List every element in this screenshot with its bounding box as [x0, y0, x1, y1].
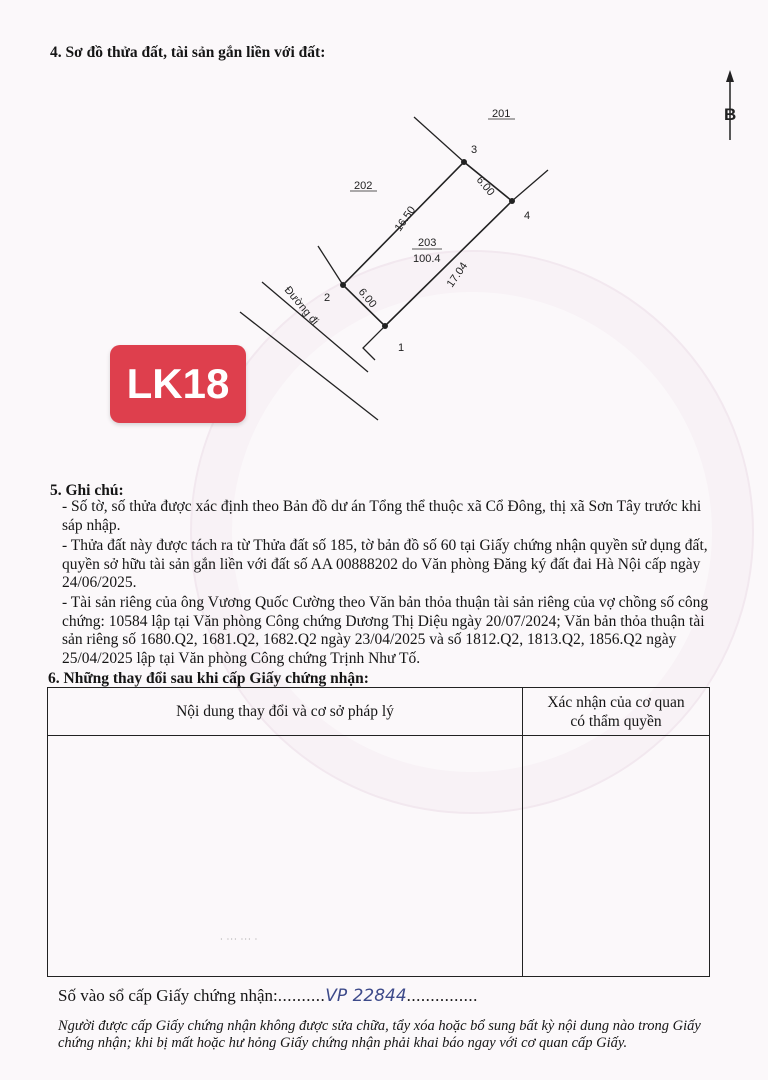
north-label: B	[724, 105, 737, 124]
authority-column-header: Xác nhận của cơ quan có thẩm quyền	[523, 688, 709, 736]
section-6-title: 6. Những thay đổi sau khi cấp Giấy chứng nhận:	[48, 670, 369, 687]
boundary-201-ext	[414, 117, 464, 162]
point-1-label: 1	[398, 342, 405, 354]
vertex-2	[340, 282, 346, 288]
faint-mark: · ··· ··· ·	[220, 935, 259, 944]
parcel-201-label: 201	[492, 108, 511, 120]
vertex-3	[461, 159, 467, 165]
vertex-1	[382, 323, 388, 329]
dimension-6-00-bottom: 6.00	[355, 286, 379, 311]
point-2-label: 2	[324, 292, 331, 304]
road-label: Đường đi	[281, 284, 321, 328]
dimension-17-04: 17.04	[444, 260, 471, 290]
boundary-202-ext	[318, 246, 343, 285]
road-edge-upper	[262, 282, 368, 372]
section-4-title: 4. Sơ đồ thửa đất, tài sản gắn liền với đất:	[50, 44, 326, 61]
certificate-entry-line	[58, 986, 478, 1006]
certificate-entry-label: Số vào sổ cấp Giấy chứng nhận:	[58, 986, 278, 1005]
boundary-1-ext	[363, 326, 385, 360]
note-item: - Số tờ, số thửa được xác định theo Bản đồ dư án Tổng thể thuộc xã Cổ Đông, thị xã Sơn Tây trước khi sáp nhập.	[62, 498, 702, 534]
vertex-4	[509, 198, 515, 204]
parcel-202-label: 202	[354, 180, 373, 192]
changes-table	[47, 687, 710, 977]
note-item: - Tài sản riêng của ông Vương Quốc Cường theo Văn bản thỏa thuận tài sản riêng của vợ chồng số công chứng: 10584 lập tại Văn phòng Công chứng Dương Thị Diệu ngày 20/07/2024; Văn bản thỏa thuận tài sản riêng số 1680.Q2, 1681.Q2, 1682.Q2 ngày 23/04/2025 và số 1812.Q2, 1813.Q2, 1856.Q2 ngày 25/04/2025 lập tại Văn phòng Công chứng Trịnh Như Tố.	[62, 594, 709, 667]
changes-column	[48, 688, 523, 976]
section-5-title: 5. Ghi chú:	[50, 482, 124, 499]
road-edge-lower	[240, 312, 378, 420]
certificate-entry-value: VP 22844	[325, 986, 407, 1006]
point-4-label: 4	[524, 210, 531, 222]
authority-column	[523, 688, 709, 976]
parcel-area-label: 100.4	[413, 253, 441, 265]
changes-column-header: Nội dung thay đổi và cơ sở pháp lý	[48, 688, 522, 736]
certificate-leader: ..........	[277, 986, 326, 1005]
lot-stamp: LK18	[110, 345, 246, 423]
certificate-trail: ...............	[406, 986, 478, 1005]
footer-warning: Người được cấp Giấy chứng nhận không được sửa chữa, tẩy xóa hoặc bổ sung bất kỳ nội dung nào trong Giấy chứng nhận; khi bị mất hoặc hư hỏng Giấy chứng nhận phải khai báo ngay với cơ quan cấp Giấy.	[58, 1018, 701, 1051]
point-3-label: 3	[471, 144, 478, 156]
note-item: - Thửa đất này được tách ra từ Thửa đất số 185, tờ bản đồ số 60 tại Giấy chứng nhận quyền sử dụng đất, quyền sở hữu tài sản gắn liền với đất số AA 00888202 do Văn phòng Đăng ký đất đai Hà Nội cấp ngày 24/06/2025.	[62, 537, 708, 591]
dimension-16-50: 16.50	[392, 204, 419, 234]
boundary-4-ext	[512, 170, 548, 201]
dimension-6-00-top: 6.00	[473, 174, 497, 199]
parcel-203-label: 203	[418, 237, 437, 249]
